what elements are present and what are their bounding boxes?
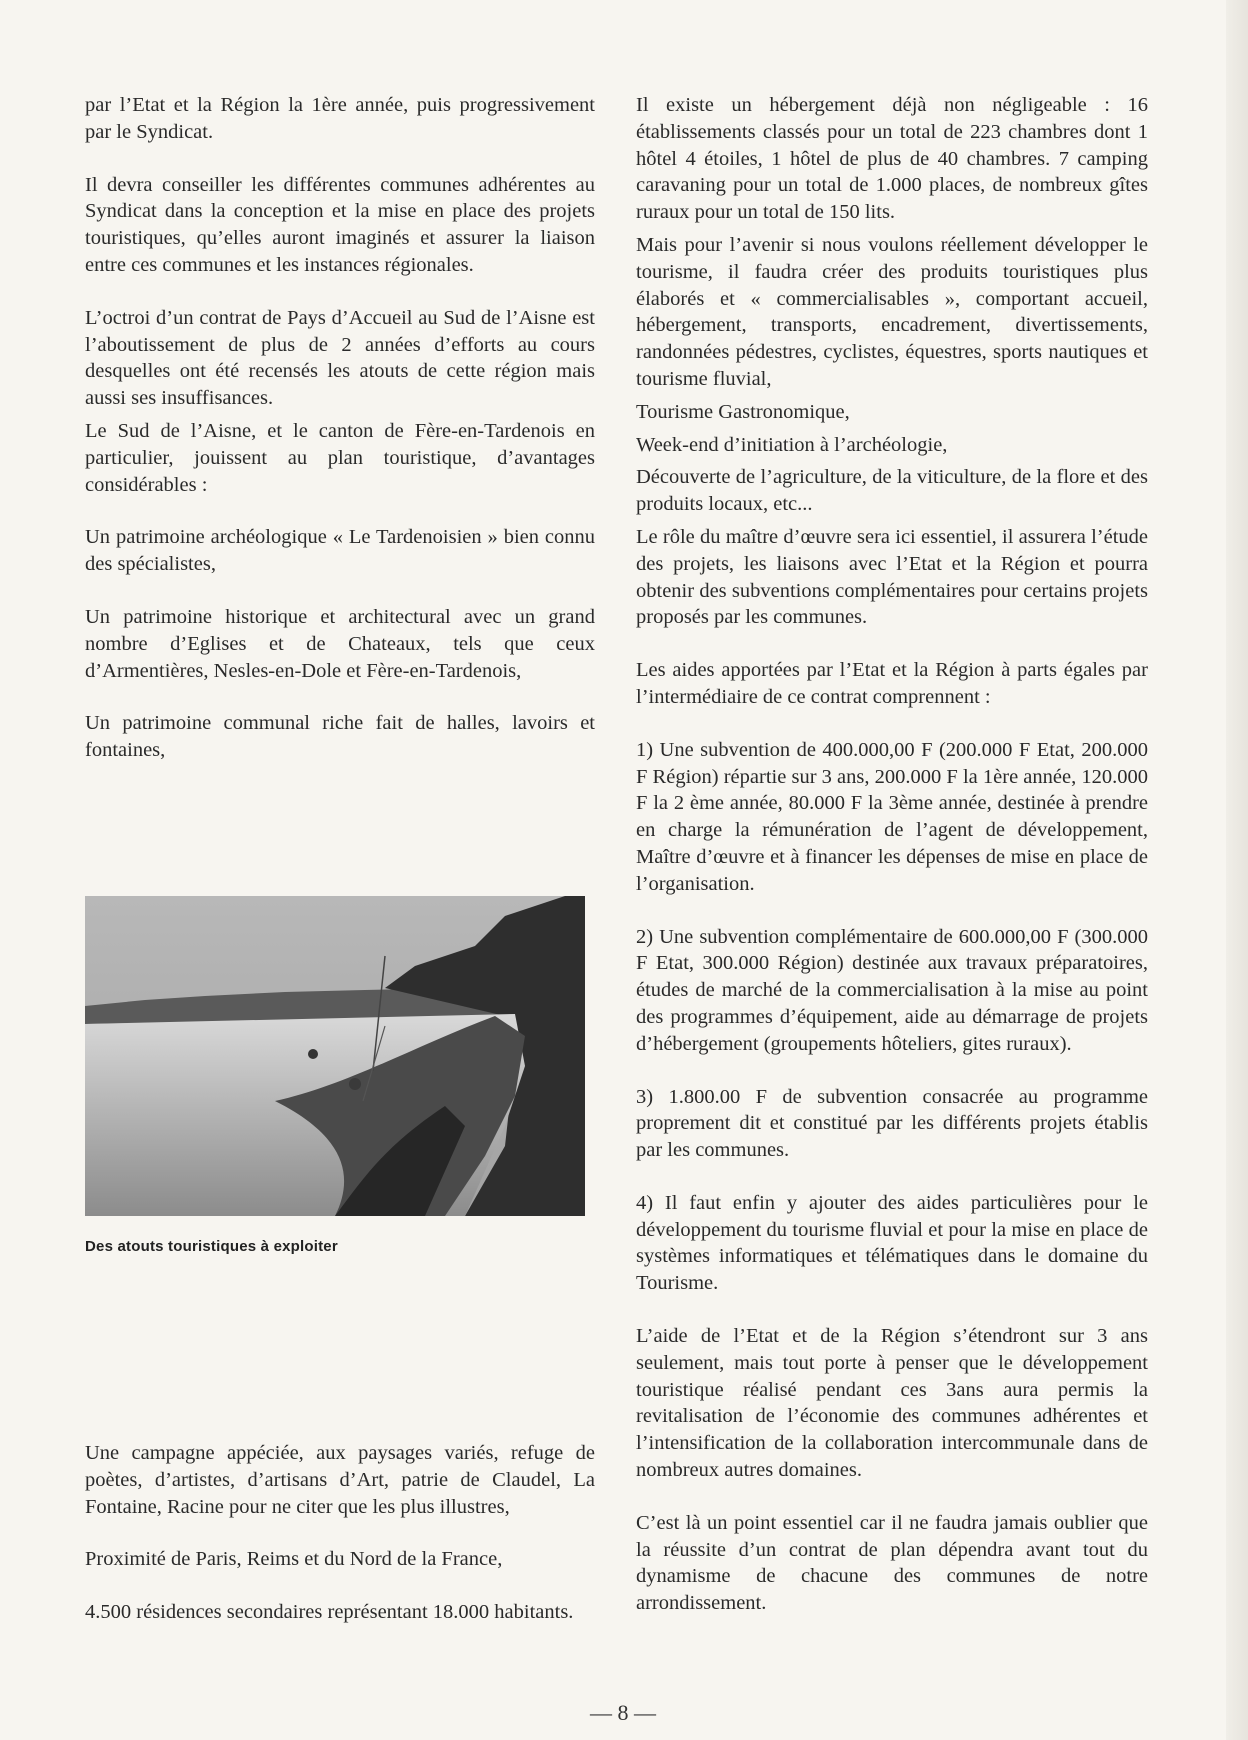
right-paragraph: Il existe un hébergement déjà non négligeable : 16 établissements classés pour un total de 223 chambres dont 1 hôtel 4 étoiles, 1 hôtel de plus de 40 chambres. 7 camping caravaning pour un total de 1.000 places, de nombreux gîtes ruraux pour un total de 150 lits. — [636, 94, 1148, 224]
page-number: — 8 — — [590, 1700, 656, 1725]
left-paragraph: Une campagne appéciée, aux paysages variés, refuge de poètes, d’artistes, d’artisans d’Art, patrie de Claudel, La Fontaine, Racine pour ne citer que les plus illustres, — [85, 1442, 595, 1518]
right-paragraph: 1) Une subvention de 400.000,00 F (200.000 F Etat, 200.000 F Région) répartie sur 3 ans, 200.000 F la 1ère année, 120.000 F la 2 ème année, 80.000 F la 3ème année, destinée à prendre en charge la rémunération de l’agent de développement, Maître d’œuvre et à financer les dépenses de mise en place de l’organisation. — [636, 738, 1148, 895]
landscape-photo — [85, 896, 585, 1216]
left-paragraph: 4.500 résidences secondaires représentant 18.000 habitants. — [85, 1601, 574, 1624]
right-column — [636, 92, 1148, 1643]
right-paragraph: Découverte de l’agriculture, de la viticulture, de la flore et des produits locaux, etc... — [636, 466, 1148, 516]
right-paragraph: Week-end d’initiation à l’archéologie, — [636, 433, 948, 456]
page-edge — [1226, 0, 1248, 1740]
left-column-bottom — [85, 1440, 595, 1652]
left-paragraph: Un patrimoine historique et architectural avec un grand nombre d’Eglises et de Chateaux, tels que ceux d’Armentières, Nesles-en-Dole et Fère-en-Tardenois, — [85, 605, 595, 682]
left-paragraph: Un patrimoine archéologique « Le Tardenoisien » bien connu des spécialistes, — [85, 526, 595, 576]
right-paragraph: 4) Il faut enfin y ajouter des aides particulières pour le développement du tourisme fluvial et pour la mise en place de systèmes informatiques et télématiques dans le domaine du Tourisme. — [636, 1191, 1148, 1295]
left-paragraph: L’octroi d’un contrat de Pays d’Accueil au Sud de l’Aisne est l’aboutissement de plus de 2 années d’efforts au cours desquelles ont été recensés les atouts de cette région mais aussi ses insuffisances. — [85, 306, 595, 410]
left-paragraph: par l’Etat et la Région la 1ère année, puis progressivement par le Syndicat. — [85, 94, 595, 143]
photo-caption: Des atouts touristiques à exploiter — [85, 1238, 338, 1255]
right-paragraph: Le rôle du maître d’œuvre sera ici essentiel, il assurera l’étude des projets, les liaisons avec l’Etat et la Région et pourra obtenir des subventions complémentaires pour certains projets proposés par les communes. — [636, 525, 1148, 629]
right-paragraph: Mais pour l’avenir si nous voulons réellement développer le tourisme, il faudra créer des produits touristiques plus élaborés et « commercialisables », comportant accueil, hébergement, transports, encadrement, divertissements, randonnées pédestres, cyclistes, équestres, sports nautiques et tourisme fluvial, — [636, 233, 1148, 390]
left-paragraph: Proximité de Paris, Reims et du Nord de la France, — [85, 1548, 503, 1571]
left-paragraph: Un patrimoine communal riche fait de halles, lavoirs et fontaines, — [85, 712, 595, 762]
right-paragraph: L’aide de l’Etat et de la Région s’étendront sur 3 ans seulement, mais tout porte à penser que le développement touristique réalisé pendant ces 3ans aura permis la revitalisation de l’économie des communes adhérentes et l’intensification de la collaboration intercommunale dans de nombreux autres domaines. — [636, 1325, 1148, 1482]
right-paragraph: C’est là un point essentiel car il ne faudra jamais oublier que la réussite d’un contrat de plan dépendra avant tout du dynamisme de chacune des communes de notre arrondissement. — [636, 1511, 1148, 1615]
left-paragraph: Il devra conseiller les différentes communes adhérentes au Syndicat dans la conception et la mise en place des projets touristiques, qu’elles auront imaginés et assurer la liaison entre ces communes et les instances régionales. — [85, 173, 595, 276]
left-column-top — [85, 92, 595, 790]
right-paragraph: 3) 1.800.00 F de subvention consacrée au programme proprement dit et constitué par les différents projets établis par les communes. — [636, 1085, 1148, 1162]
right-paragraph: 2) Une subvention complémentaire de 600.000,00 F (300.000 F Etat, 300.000 Région) destinée aux travaux préparatoires, études de marché de la commercialisation à la mise au point des programmes d’équipement, aide au démarrage de projets d’hébergement (groupements hôteliers, gites ruraux). — [636, 925, 1148, 1055]
right-paragraph: Les aides apportées par l’Etat et la Région à parts égales par l’intermédiaire de ce contrat comprennent : — [636, 659, 1148, 708]
lake-shore-image — [85, 896, 585, 1216]
left-paragraph: Le Sud de l’Aisne, et le canton de Fère-en-Tardenois en particulier, jouissent au plan touristique, d’avantages considérables : — [85, 419, 595, 496]
right-paragraph: Tourisme Gastronomique, — [636, 400, 850, 423]
